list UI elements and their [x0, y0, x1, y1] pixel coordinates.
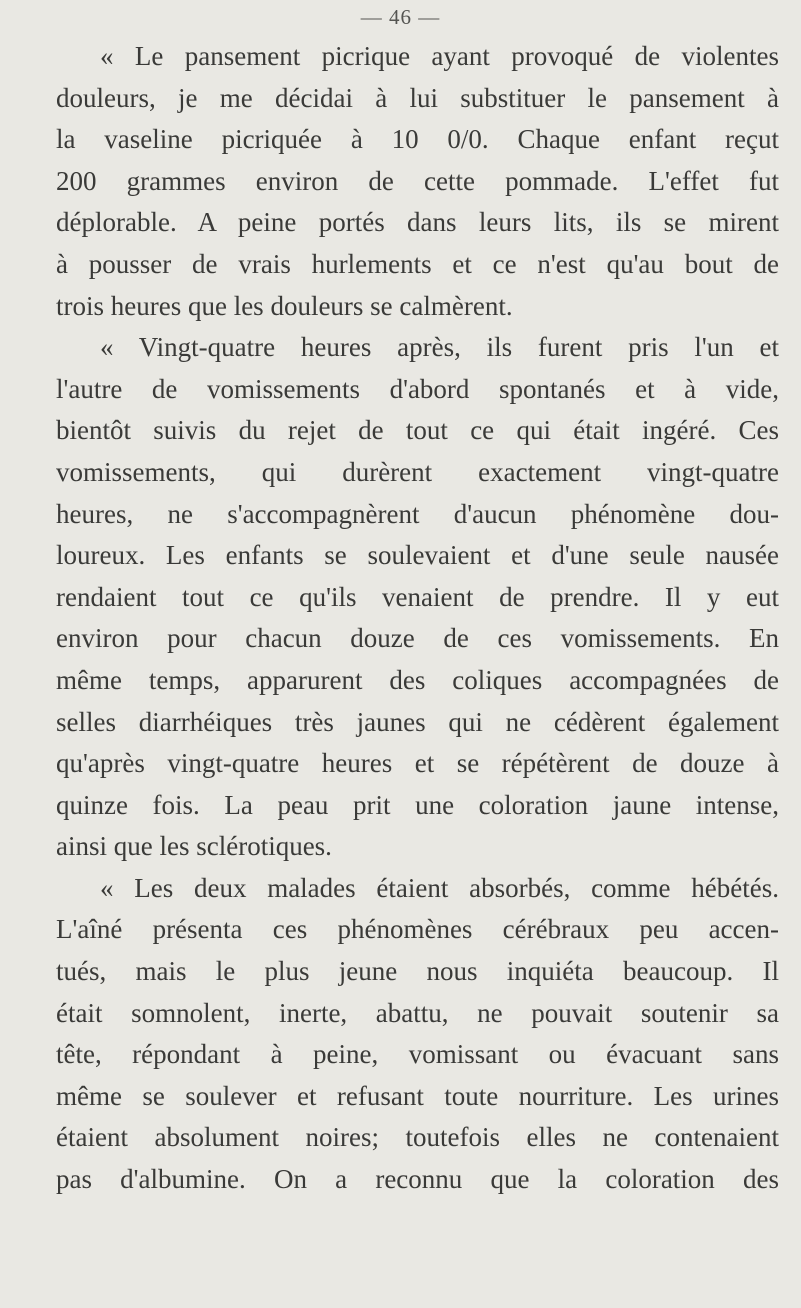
text-line: à pousser de vrais hurlements et ce n'est qu'au bout de — [56, 248, 779, 279]
text-line: vomissements, qui durèrent exactement vingt-quatre — [56, 456, 779, 487]
text-line: étaient absolument noires; toutefois elles ne contenaient — [56, 1122, 779, 1153]
text-line: trois heures que les douleurs se calmèrent. — [56, 290, 513, 321]
text-line: « Les deux malades étaient absorbés, comme hébétés. — [100, 872, 779, 903]
text-line: même temps, apparurent des coliques accompagnées de — [56, 664, 779, 695]
text-line: douleurs, je me décidai à lui substituer le pansement à — [56, 82, 779, 113]
text-line: l'autre de vomissements d'abord spontanés et à vide, — [56, 373, 779, 404]
text-line: loureux. Les enfants se soulevaient et d'une seule nausée — [56, 540, 779, 571]
text-line: L'aîné présenta ces phénomènes cérébraux peu accen- — [56, 914, 779, 945]
text-line: 200 grammes environ de cette pommade. L'effet fut — [56, 165, 779, 196]
body-text — [56, 36, 779, 1201]
text-line: tête, répondant à peine, vomissant ou évacuant sans — [56, 1039, 779, 1070]
text-line: « Le pansement picrique ayant provoqué de violentes — [100, 41, 779, 71]
text-line: était somnolent, inerte, abattu, ne pouvait soutenir sa — [56, 997, 779, 1028]
text-line: « Vingt-quatre heures après, ils furent pris l'un et — [100, 332, 779, 363]
text-line: environ pour chacun douze de ces vomissements. En — [56, 623, 779, 654]
page-number-header: — 46 — — [360, 5, 441, 29]
text-line: heures, ne s'accompagnèrent d'aucun phénomène dou- — [56, 498, 779, 529]
text-line: tués, mais le plus jeune nous inquiéta beaucoup. Il — [56, 956, 779, 987]
text-line: rendaient tout ce qu'ils venaient de prendre. Il y eut — [56, 581, 779, 612]
text-line: quinze fois. La peau prit une coloration jaune intense, — [56, 789, 779, 820]
text-line: bientôt suivis du rejet de tout ce qui était ingéré. Ces — [56, 415, 779, 446]
text-line: même se soulever et refusant toute nourriture. Les urines — [56, 1080, 779, 1111]
text-line: ainsi que les sclérotiques. — [56, 831, 332, 862]
text-line: déplorable. A peine portés dans leurs lits, ils se mirent — [56, 207, 779, 238]
text-line: qu'après vingt-quatre heures et se répétèrent de douze à — [56, 748, 779, 779]
text-line: la vaseline picriquée à 10 0/0. Chaque enfant reçut — [56, 124, 779, 155]
text-line: pas d'albumine. On a reconnu que la coloration des — [56, 1164, 779, 1195]
text-line: selles diarrhéiques très jaunes qui ne cédèrent également — [56, 706, 779, 737]
